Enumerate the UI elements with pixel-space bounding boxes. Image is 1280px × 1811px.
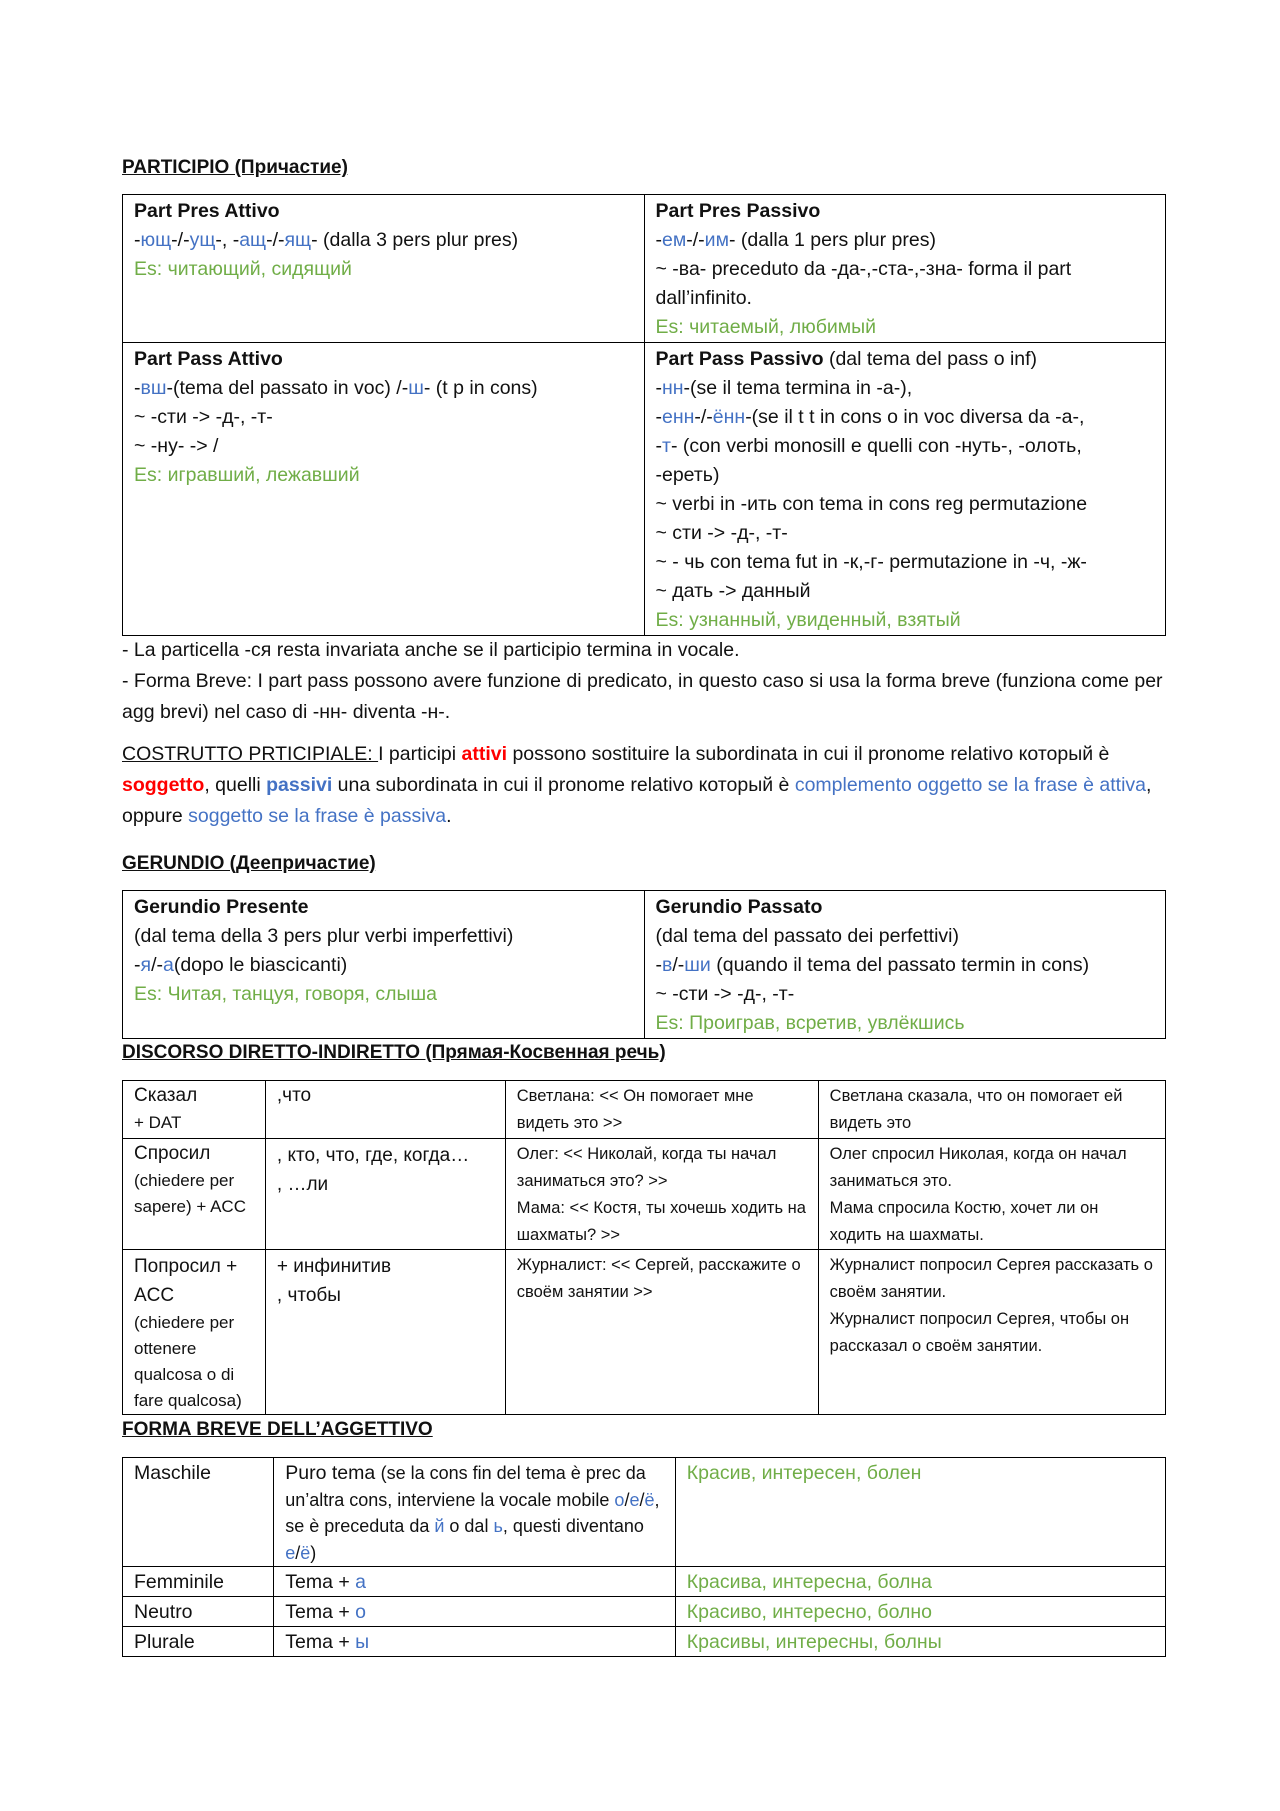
- neutro-label: Neutro: [123, 1597, 274, 1627]
- gerundio-presente-desc: (dal tema della 3 pers plur verbi imperfettivi): [134, 925, 514, 947]
- discorso-indirect-cell: Олег спросил Николая, когда он начал заниматься это. Мама спросила Костю, хочет ли он ходить на шахматы.: [818, 1139, 1165, 1250]
- discorso-verb-cell: Сказал + DAT: [123, 1081, 266, 1139]
- participio-table: [122, 194, 1166, 636]
- femminile-rule: Tema + а: [274, 1567, 676, 1597]
- forma-breve-table: [122, 1457, 1166, 1657]
- costrutto-participiale: COSTRUTTO PRTICIPIALE: I participi attivi possono sostituire la subordinata in cui il pronome relativo который è soggetto, quelli passivi una subordinata in cui il pronome relativo который è complemento oggetto se la frase è attiva, oppure soggetto se la frase è passiva.: [122, 743, 1152, 827]
- pres-passivo-rule-cont: dall’infinito.: [655, 287, 752, 309]
- discorso-table: [122, 1080, 1166, 1415]
- discorso-verb-cell: Спросил (chiedere per sapere) + ACC: [123, 1139, 266, 1250]
- discorso-direct-cell: Журналист: << Сергей, расскажите о своём занятии >>: [505, 1250, 818, 1415]
- neutro-example: Красиво, интересно, болно: [675, 1597, 1165, 1627]
- forma-breve-heading: FORMA BREVE DELL’AGGETTIVO: [122, 1419, 433, 1440]
- pres-passivo-rule: ~ -ва- preceduto da -да-,-ста-,-зна- forma il part: [655, 258, 1072, 280]
- gerundio-passato-suffixes: -в/-ши (quando il tema del passato termin in cons): [655, 954, 1090, 976]
- table-row: [123, 343, 1166, 636]
- discorso-indirect-cell: Журналист попросил Сергея рассказать о своём занятии. Журналист попросил Сергея, чтобы он рассказал о своём занятии.: [818, 1250, 1165, 1415]
- gerundio-table: [122, 890, 1166, 1039]
- pass-passivo-example: Es: узнанный, увиденный, взятый: [655, 609, 961, 631]
- pres-passivo-example: Es: читаемый, любимый: [655, 316, 877, 338]
- maschile-example: Красив, интересен, болен: [675, 1458, 1165, 1567]
- femminile-label: Femminile: [123, 1567, 274, 1597]
- pass-attivo-rule2: ~ -ну- -> /: [134, 435, 219, 457]
- pass-passivo-heading: Part Pass Passivo (dal tema del pass o inf): [655, 348, 1038, 370]
- gerundio-passato-rule: ~ -сти -> -д-, -т-: [655, 983, 795, 1005]
- table-row: [123, 1597, 1166, 1627]
- pass-passivo-cell: [644, 343, 1166, 636]
- table-row: [123, 1567, 1166, 1597]
- gerundio-presente-heading: Gerundio Presente: [134, 896, 309, 918]
- note-particella: - La particella -ся resta invariata anche se il participio termina in vocale.: [122, 639, 740, 661]
- discorso-conj-cell: , кто, что, где, когда… , …ли: [265, 1139, 505, 1250]
- pass-attivo-rule: ~ -сти -> -д-, -т-: [134, 406, 273, 428]
- discorso-heading: DISCORSO DIRETTO-INDIRETTO (Прямая-Косвенная речь): [122, 1042, 666, 1063]
- gerundio-passato-heading: Gerundio Passato: [655, 896, 823, 918]
- pass-attivo-heading: Part Pass Attivo: [134, 348, 283, 370]
- gerundio-passato-cell: [644, 891, 1166, 1039]
- discorso-direct-cell: Олег: << Николай, когда ты начал заниматься это? >> Мама: << Костя, ты хочешь ходить на шахматы? >>: [505, 1139, 818, 1250]
- pass-attivo-example: Es: игравший, лежавший: [134, 464, 360, 486]
- pres-attivo-cell: [123, 195, 645, 343]
- pres-attivo-example: Es: читающий, сидящий: [134, 258, 352, 280]
- pres-passivo-cell: [644, 195, 1166, 343]
- gerundio-presente-suffixes: -я/-а(dopo le biascicanti): [134, 954, 348, 976]
- pass-passivo-rule6: ~ сти -> -д-, -т-: [655, 522, 788, 544]
- table-row: [123, 195, 1166, 343]
- table-row: [123, 1627, 1166, 1657]
- document-page: [122, 150, 1166, 1657]
- gerundio-presente-cell: [123, 891, 645, 1039]
- pass-attivo-suffixes: -вш-(tema del passato in voc) /-ш- (t p in cons): [134, 377, 538, 399]
- plurale-label: Plurale: [123, 1627, 274, 1657]
- plurale-rule: Tema + ы: [274, 1627, 676, 1657]
- table-row: [123, 1081, 1166, 1139]
- pres-passivo-suffixes: -ем-/-им- (dalla 1 pers plur pres): [655, 229, 936, 251]
- discorso-verb-cell: Попросил + ACC (chiedere per ottenere qualcosa o di fare qualcosa): [123, 1250, 266, 1415]
- gerundio-passato-desc: (dal tema del passato dei perfettivi): [655, 925, 959, 947]
- plurale-example: Красивы, интересны, болны: [675, 1627, 1165, 1657]
- table-row: [123, 1139, 1166, 1250]
- discorso-conj-cell: + инфинитив , чтобы: [265, 1250, 505, 1415]
- pass-passivo-rule4: -ереть): [655, 464, 720, 486]
- pass-passivo-rule8: ~ дать -> данный: [655, 580, 811, 602]
- discorso-indirect-cell: Светлана сказала, что он помогает ей видеть это: [818, 1081, 1165, 1139]
- maschile-label: Maschile: [123, 1458, 274, 1567]
- pres-attivo-suffixes: -ющ-/-ущ-, -ащ-/-ящ- (dalla 3 pers plur pres): [134, 229, 519, 251]
- note-forma-breve: - Forma Breve: I part pass possono avere funzione di predicato, in questo caso si usa la forma breve (funziona come per agg brevi) nel caso di -нн- diventa -н-.: [122, 670, 1163, 723]
- pass-passivo-rule5: ~ verbi in -ить con tema in cons reg permutazione: [655, 493, 1088, 515]
- discorso-conj-cell: ,что: [265, 1081, 505, 1139]
- table-row: [123, 1458, 1166, 1567]
- neutro-rule: Tema + о: [274, 1597, 676, 1627]
- gerundio-passato-example: Es: Проиграв, всретив, увлёкшись: [655, 1012, 965, 1034]
- pass-passivo-rule1: -нн-(se il tema termina in -а-),: [655, 377, 913, 399]
- participio-heading: PARTICIPIO (Причастие): [122, 157, 348, 178]
- pass-attivo-cell: [123, 343, 645, 636]
- discorso-direct-cell: Светлана: << Он помогает мне видеть это >>: [505, 1081, 818, 1139]
- table-row: [123, 891, 1166, 1039]
- femminile-example: Красива, интересна, болна: [675, 1567, 1165, 1597]
- gerundio-heading: GERUNDIO (Деепричастие): [122, 853, 376, 874]
- pass-passivo-rule3: -т- (con verbi monosill e quelli con -нуть-, -олоть,: [655, 435, 1082, 457]
- pass-passivo-rule7: ~ - чь con tema fut in -к,-г- permutazione in -ч, -ж-: [655, 551, 1087, 573]
- maschile-rule: Puro tema (se la cons fin del tema è prec da un’altra cons, interviene la vocale mobile о/е/ё, se è preceduta da й o dal ь, questi diventano е/ё): [274, 1458, 676, 1567]
- pass-passivo-rule2: -енн-/-ённ-(se il t t in cons o in voc diversa da -а-,: [655, 406, 1085, 428]
- table-row: [123, 1250, 1166, 1415]
- gerundio-presente-example: Es: Читая, танцуя, говоря, слыша: [134, 983, 438, 1005]
- pres-passivo-heading: Part Pres Passivo: [655, 200, 821, 222]
- pres-attivo-heading: Part Pres Attivo: [134, 200, 280, 222]
